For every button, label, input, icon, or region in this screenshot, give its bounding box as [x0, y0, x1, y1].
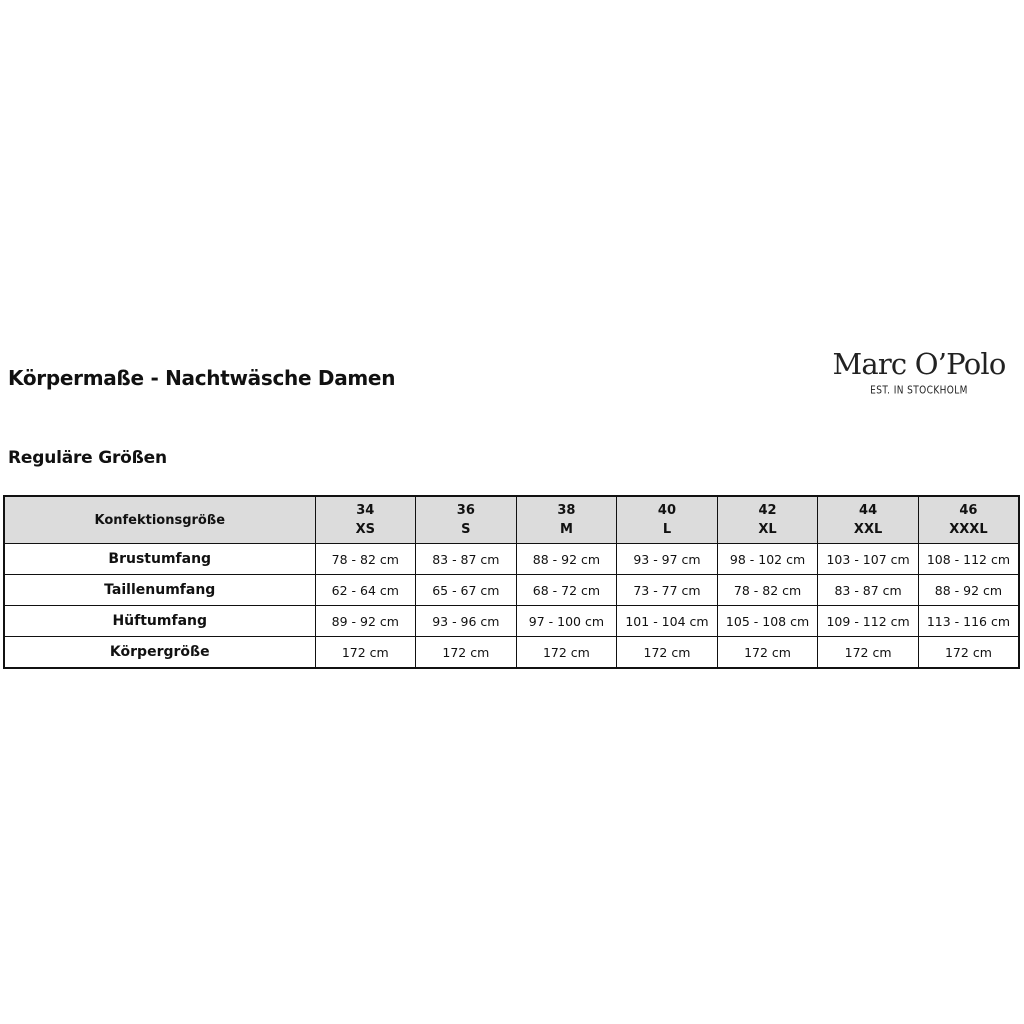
size-header-cell [717, 496, 818, 544]
table-cell: 172 cm [717, 637, 818, 669]
table-cell: 172 cm [315, 637, 416, 669]
row-label-hueftumfang: Hüftumfang [4, 606, 315, 637]
size-chart-table [3, 495, 1020, 669]
table-cell: 172 cm [818, 637, 919, 669]
table-header-row [4, 496, 1019, 544]
header-label-cell: Konfektionsgröße [4, 496, 315, 544]
table-row [4, 544, 1019, 575]
table-cell: 97 - 100 cm [516, 606, 617, 637]
size-code: M [559, 522, 573, 537]
table-cell: 89 - 92 cm [315, 606, 416, 637]
size-number: 42 [758, 503, 777, 518]
table-cell: 93 - 96 cm [416, 606, 517, 637]
table-cell: 88 - 92 cm [918, 575, 1019, 606]
row-label-taillenumfang: Taillenumfang [4, 575, 315, 606]
size-code: XXL [853, 522, 883, 537]
size-header-cell [516, 496, 617, 544]
size-code: S [461, 522, 471, 537]
size-code: XXXL [949, 522, 988, 537]
size-header-cell [617, 496, 718, 544]
brand-logo [826, 346, 1012, 396]
row-label-koerpergroesse: Körpergröße [4, 637, 315, 669]
table-cell: 83 - 87 cm [416, 544, 517, 575]
row-label-brustumfang: Brustumfang [4, 544, 315, 575]
brand-tagline: EST. IN STOCKHOLM [870, 385, 968, 397]
size-number: 40 [657, 503, 677, 518]
table-cell: 78 - 82 cm [315, 544, 416, 575]
size-header-cell [918, 496, 1019, 544]
table-cell: 172 cm [617, 637, 718, 669]
table-cell: 113 - 116 cm [918, 606, 1019, 637]
size-code: L [662, 522, 672, 537]
table-cell: 73 - 77 cm [617, 575, 718, 606]
table-cell: 172 cm [918, 637, 1019, 669]
table-cell: 172 cm [516, 637, 617, 669]
table-cell: 109 - 112 cm [818, 606, 919, 637]
table-cell: 62 - 64 cm [315, 575, 416, 606]
size-header-cell [818, 496, 919, 544]
size-number: 36 [456, 503, 475, 518]
table-cell: 68 - 72 cm [516, 575, 617, 606]
table-row [4, 637, 1019, 669]
section-title: Reguläre Größen [8, 448, 167, 468]
table-cell: 172 cm [416, 637, 517, 669]
table-cell: 103 - 107 cm [818, 544, 919, 575]
page-title: Körpermaße - Nachtwäsche Damen [8, 366, 396, 390]
size-number: 46 [959, 503, 978, 518]
table-cell: 93 - 97 cm [617, 544, 718, 575]
table-cell: 101 - 104 cm [617, 606, 718, 637]
size-number: 44 [859, 503, 878, 518]
table-cell: 108 - 112 cm [918, 544, 1019, 575]
table-cell: 98 - 102 cm [717, 544, 818, 575]
table-row [4, 575, 1019, 606]
table-cell: 105 - 108 cm [717, 606, 818, 637]
size-number: 34 [356, 503, 375, 518]
table-cell: 83 - 87 cm [818, 575, 919, 606]
size-header-cell [315, 496, 416, 544]
size-number: 38 [557, 503, 576, 518]
table-cell: 78 - 82 cm [717, 575, 818, 606]
brand-name: Marc O’Polo [832, 347, 1006, 381]
table-row [4, 606, 1019, 637]
size-header-cell [416, 496, 517, 544]
size-code: XL [758, 522, 777, 537]
table-cell: 65 - 67 cm [416, 575, 517, 606]
table-cell: 88 - 92 cm [516, 544, 617, 575]
size-code: XS [355, 522, 375, 537]
